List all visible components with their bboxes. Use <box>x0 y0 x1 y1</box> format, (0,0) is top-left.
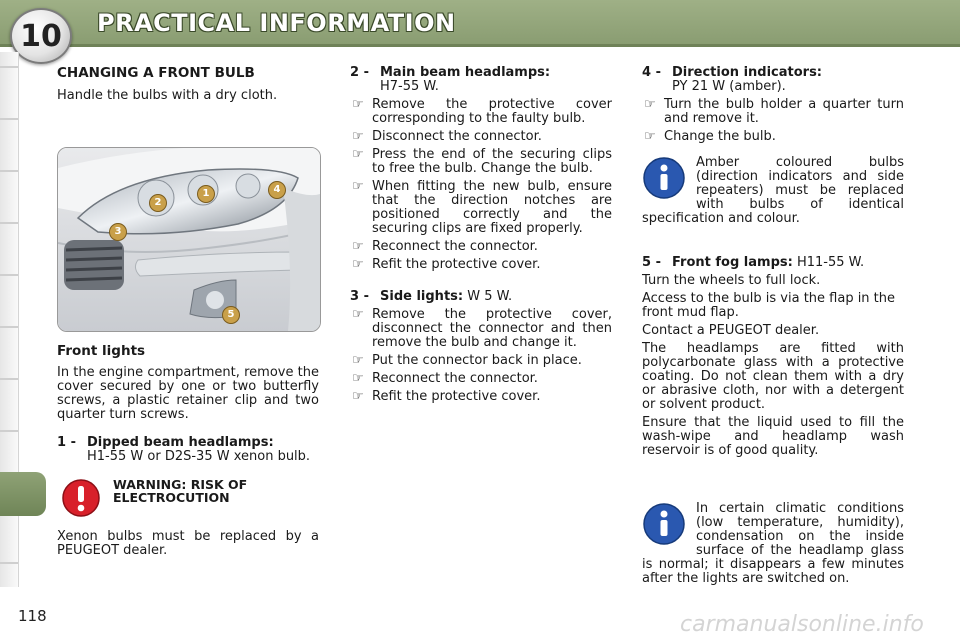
chapter-tab-divider <box>0 326 18 328</box>
item-text: H11-55 W. <box>796 255 865 270</box>
paragraph: The headlamps are fitted with polycarbonate glass with a protective coating. Do not clean them with a dry or abrasive cloth, nor with a detergent or solvent product. <box>642 341 904 412</box>
info-text: Amber coloured bulbs (direction indicators and side repeaters) must be replaced with bulbs of identical specification and colour. <box>642 156 904 226</box>
bullet-item: ☞ Refit the protective cover. <box>352 257 541 272</box>
item-title: Side lights: <box>380 289 464 304</box>
bullet-item: ☞ Reconnect the connector. <box>352 371 538 386</box>
front-lights-text: In the engine compartment, remove the cover secured by one or two butterfly screws, a plastic retainer clip and two quarter turn screws. <box>57 365 319 422</box>
chapter-tab-divider <box>0 170 18 172</box>
bullet-item: ☞ Put the connector back in place. <box>352 353 582 368</box>
chapter-title: PRACTICAL INFORMATION <box>97 9 456 37</box>
info-block-amber-bulbs <box>642 156 904 226</box>
intro-text: Handle the bulbs with a dry cloth. <box>57 88 278 103</box>
photo-callout-3: 3 <box>109 223 127 241</box>
item-text: PY 21 W (amber). <box>672 79 786 94</box>
item-number: 4 - <box>642 65 661 80</box>
item-front-fog-lamps <box>642 256 904 270</box>
watermark: carmanualsonline.info <box>680 612 924 637</box>
pointing-hand-icon: ☞ <box>352 257 364 272</box>
item-title: Direction indicators: <box>672 65 823 80</box>
info-icon <box>642 502 686 546</box>
pointing-hand-icon: ☞ <box>352 371 364 386</box>
section-title: CHANGING A FRONT BULB <box>57 65 255 81</box>
photo-callout-1: 1 <box>197 185 215 203</box>
headlamp-photo <box>57 147 321 332</box>
bullet-item: ☞ Reconnect the connector. <box>352 239 538 254</box>
warning-title: WARNING: RISK OF ELECTROCUTION <box>113 477 248 505</box>
paragraph: Turn the wheels to full lock. <box>642 273 821 288</box>
page-number: 118 <box>18 607 47 625</box>
item-number: 2 - <box>350 65 369 80</box>
headlamp-photo-illustration <box>58 148 320 331</box>
item-text: H7-55 W. <box>380 79 439 94</box>
bullet-item: ☞ Turn the bulb holder a quarter turn and remove it. <box>644 97 904 126</box>
bullet-item: ☞ Remove the protective cover, disconnect the connector and then remove the bulb and change it. <box>352 307 612 350</box>
bullet-item: ☞ When fitting the new bulb, ensure that the direction notches are positioned correctly and the securing clips are fixed properly. <box>352 179 612 236</box>
pointing-hand-icon: ☞ <box>352 389 364 404</box>
bullet-item: ☞ Refit the protective cover. <box>352 389 541 404</box>
column-left <box>57 66 319 558</box>
bullet-item: ☞ Remove the protective cover corresponding to the faulty bulb. <box>352 97 612 126</box>
item-number: 1 - <box>57 435 76 450</box>
info-text: In certain climatic conditions (low temperature, humidity), condensation on the inside surface of the headlamp glass is normal; it disappears a few minutes after the lights are switched on. <box>642 502 904 586</box>
bullet-item: ☞ Change the bulb. <box>644 129 776 144</box>
pointing-hand-icon: ☞ <box>644 97 656 112</box>
paragraph: Access to the bulb is via the flap in the front mud flap. <box>642 291 896 320</box>
item-text: H1-55 W or D2S-35 W xenon bulb. <box>87 449 311 464</box>
chapter-tab-divider <box>0 274 18 276</box>
chapter-tab-divider <box>0 378 18 380</box>
pointing-hand-icon: ☞ <box>352 97 364 112</box>
warning-block <box>61 478 319 518</box>
bullet-item: ☞ Press the end of the securing clips to free the bulb. Change the bulb. <box>352 147 612 176</box>
pointing-hand-icon: ☞ <box>352 147 364 162</box>
chapter-tab-divider <box>0 222 18 224</box>
item-main-beam <box>350 66 612 94</box>
warning-icon <box>61 478 101 518</box>
pointing-hand-icon: ☞ <box>352 307 364 322</box>
item-dipped-beam <box>57 436 319 464</box>
column-middle <box>350 66 612 404</box>
column-right <box>642 66 904 586</box>
paragraph: Ensure that the liquid used to fill the wash-wipe and headlamp wash reservoir is of good quality. <box>642 415 904 458</box>
chapter-tab-divider <box>0 430 18 432</box>
warning-text: Xenon bulbs must be replaced by a PEUGEOT dealer. <box>57 529 319 558</box>
chapter-number-badge: 10 <box>10 8 72 64</box>
photo-callout-5: 5 <box>222 306 240 324</box>
info-icon <box>642 156 686 200</box>
item-direction-indicators <box>642 66 904 94</box>
pointing-hand-icon: ☞ <box>352 353 364 368</box>
chapter-tab-divider <box>0 562 18 564</box>
item-side-lights <box>350 290 612 304</box>
bullet-item: ☞ Disconnect the connector. <box>352 129 542 144</box>
pointing-hand-icon: ☞ <box>644 129 656 144</box>
item-title: Main beam headlamps: <box>380 65 551 80</box>
page-header <box>0 0 960 47</box>
pointing-hand-icon: ☞ <box>352 129 364 144</box>
chapter-tab-divider <box>0 118 18 120</box>
item-number: 3 - <box>350 289 369 304</box>
item-title: Front fog lamps: <box>672 255 793 270</box>
photo-callout-4: 4 <box>268 181 286 199</box>
chapter-tab-divider <box>0 66 18 68</box>
photo-callout-2: 2 <box>149 194 167 212</box>
info-block-condensation <box>642 502 904 586</box>
paragraph: Contact a PEUGEOT dealer. <box>642 323 820 338</box>
chapter-tab-active[interactable] <box>0 472 46 516</box>
pointing-hand-icon: ☞ <box>352 239 364 254</box>
pointing-hand-icon: ☞ <box>352 179 364 194</box>
front-lights-title: Front lights <box>57 343 146 359</box>
item-title: Dipped beam headlamps: <box>87 435 274 450</box>
item-number: 5 - <box>642 255 661 270</box>
item-text: W 5 W. <box>467 289 513 304</box>
